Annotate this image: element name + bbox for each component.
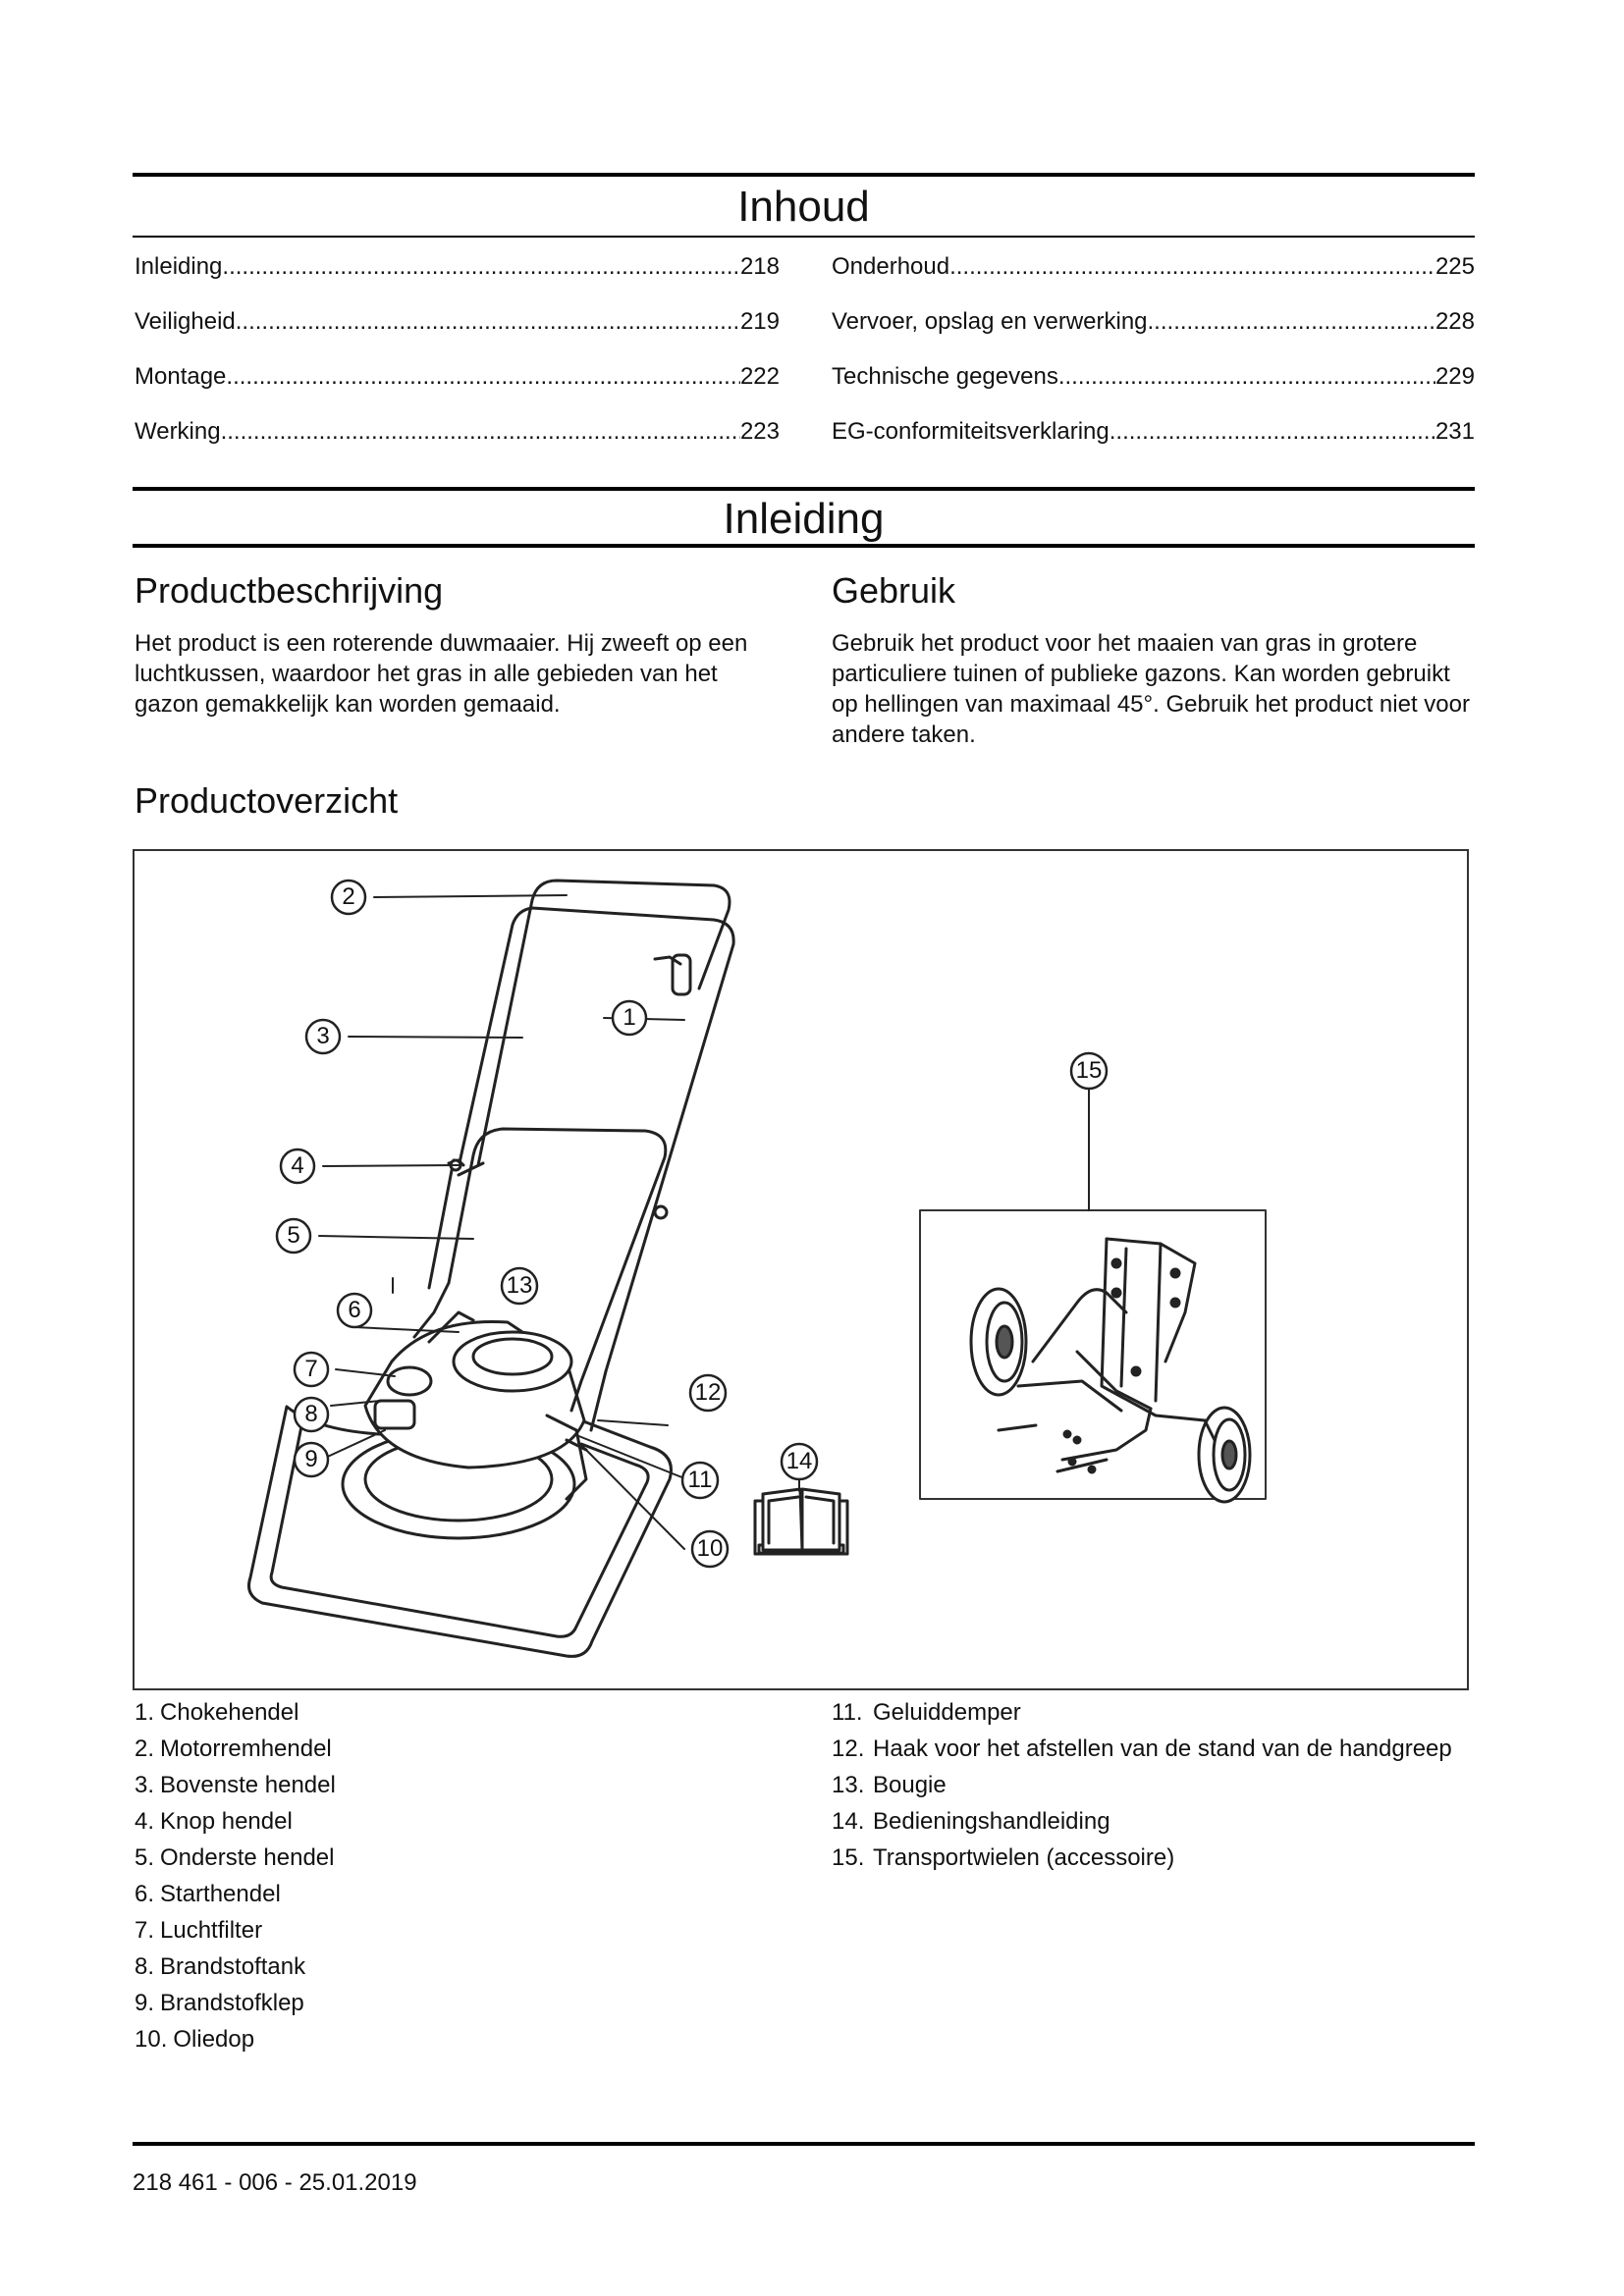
legend-item: 7. Luchtfilter	[135, 1917, 263, 1944]
callout-label-4: 4	[291, 1152, 304, 1179]
legend-item: 9. Brandstofklep	[135, 1990, 304, 2016]
toc-entry[interactable]: Montage ..... 222	[135, 363, 780, 418]
callout-label-15: 15	[1075, 1057, 1103, 1084]
callout-label-7: 7	[304, 1356, 318, 1382]
legend-item: 6. Starthendel	[135, 1881, 281, 1907]
legend-item: 3. Bovenste hendel	[135, 1772, 336, 1798]
toc-left-column	[135, 253, 780, 473]
legend-item: 13. Bougie	[832, 1772, 947, 1798]
legend-item: 12. Haak voor het afstellen van de stand van de handgreep	[832, 1735, 1452, 1762]
callout-label-11: 11	[687, 1467, 713, 1493]
usage-heading: Gebruik	[832, 570, 956, 611]
legend-right	[832, 1694, 1460, 1876]
product-overview-figure	[133, 849, 1469, 1690]
legend-item: 15. Transportwielen (accessoire)	[832, 1844, 1175, 1871]
toc-title: Inhoud	[737, 183, 870, 231]
callout-label-14: 14	[785, 1448, 813, 1474]
callout-label-10: 10	[696, 1535, 724, 1562]
legend-item: 8. Brandstoftank	[135, 1953, 306, 1980]
callout-label-13: 13	[506, 1272, 533, 1299]
callout-labels	[135, 851, 1471, 1692]
callout-label-5: 5	[287, 1222, 300, 1249]
legend-item: 11. Geluiddemper	[832, 1699, 1021, 1726]
callout-label-9: 9	[304, 1446, 318, 1472]
toc-entry[interactable]: Veiligheid ..... 219	[135, 308, 780, 363]
toc-entry[interactable]: Inleiding ..... 218	[135, 253, 780, 308]
toc-entry[interactable]: Onderhoud ..... 225	[832, 253, 1475, 308]
intro-title-rule	[133, 544, 1475, 548]
legend-item: 5. Onderste hendel	[135, 1844, 335, 1871]
callout-label-8: 8	[304, 1401, 318, 1427]
intro-title: Inleiding	[723, 495, 885, 543]
toc-entry[interactable]: Vervoer, opslag en verwerking ..... 228	[832, 308, 1475, 363]
legend-item: 1. Chokehendel	[135, 1699, 299, 1726]
callout-label-1: 1	[623, 1004, 636, 1031]
product-description-text: Het product is een roterende duwmaaier. Hij zweeft op een luchtkussen, waardoor het gras in alle gebieden van het gazon gemakkelijk kan worden gemaaid.	[135, 630, 748, 718]
product-overview-heading: Productoverzicht	[135, 780, 399, 821]
product-description-heading: Productbeschrijving	[135, 570, 444, 611]
intro-top-rule	[133, 487, 1475, 491]
legend-left	[135, 1694, 783, 2057]
callout-label-6: 6	[348, 1297, 361, 1323]
footer-document-id: 218 461 - 006 - 25.01.2019	[133, 2169, 417, 2196]
legend-item: 10. Oliedop	[135, 2026, 255, 2053]
toc-entry[interactable]: Werking ..... 223	[135, 418, 780, 473]
toc-entry[interactable]: EG-conformiteitsverklaring ..... 231	[832, 418, 1475, 473]
usage-text: Gebruik het product voor het maaien van gras in grotere particuliere tuinen of publieke gazons. Kan worden gebruikt op hellingen van maximaal 45°. Gebruik het product niet voor andere taken.	[832, 630, 1470, 748]
callout-label-3: 3	[316, 1023, 330, 1049]
toc-title-rule	[133, 236, 1475, 238]
toc-top-rule	[133, 173, 1475, 177]
footer-rule	[133, 2142, 1475, 2146]
callout-label-12: 12	[694, 1379, 722, 1406]
toc-right-column	[832, 253, 1475, 473]
legend-item: 14. Bedieningshandleiding	[832, 1808, 1110, 1835]
legend-item: 4. Knop hendel	[135, 1808, 293, 1835]
legend-item: 2. Motorremhendel	[135, 1735, 332, 1762]
toc-entry[interactable]: Technische gegevens ..... 229	[832, 363, 1475, 418]
callout-label-2: 2	[342, 883, 355, 910]
